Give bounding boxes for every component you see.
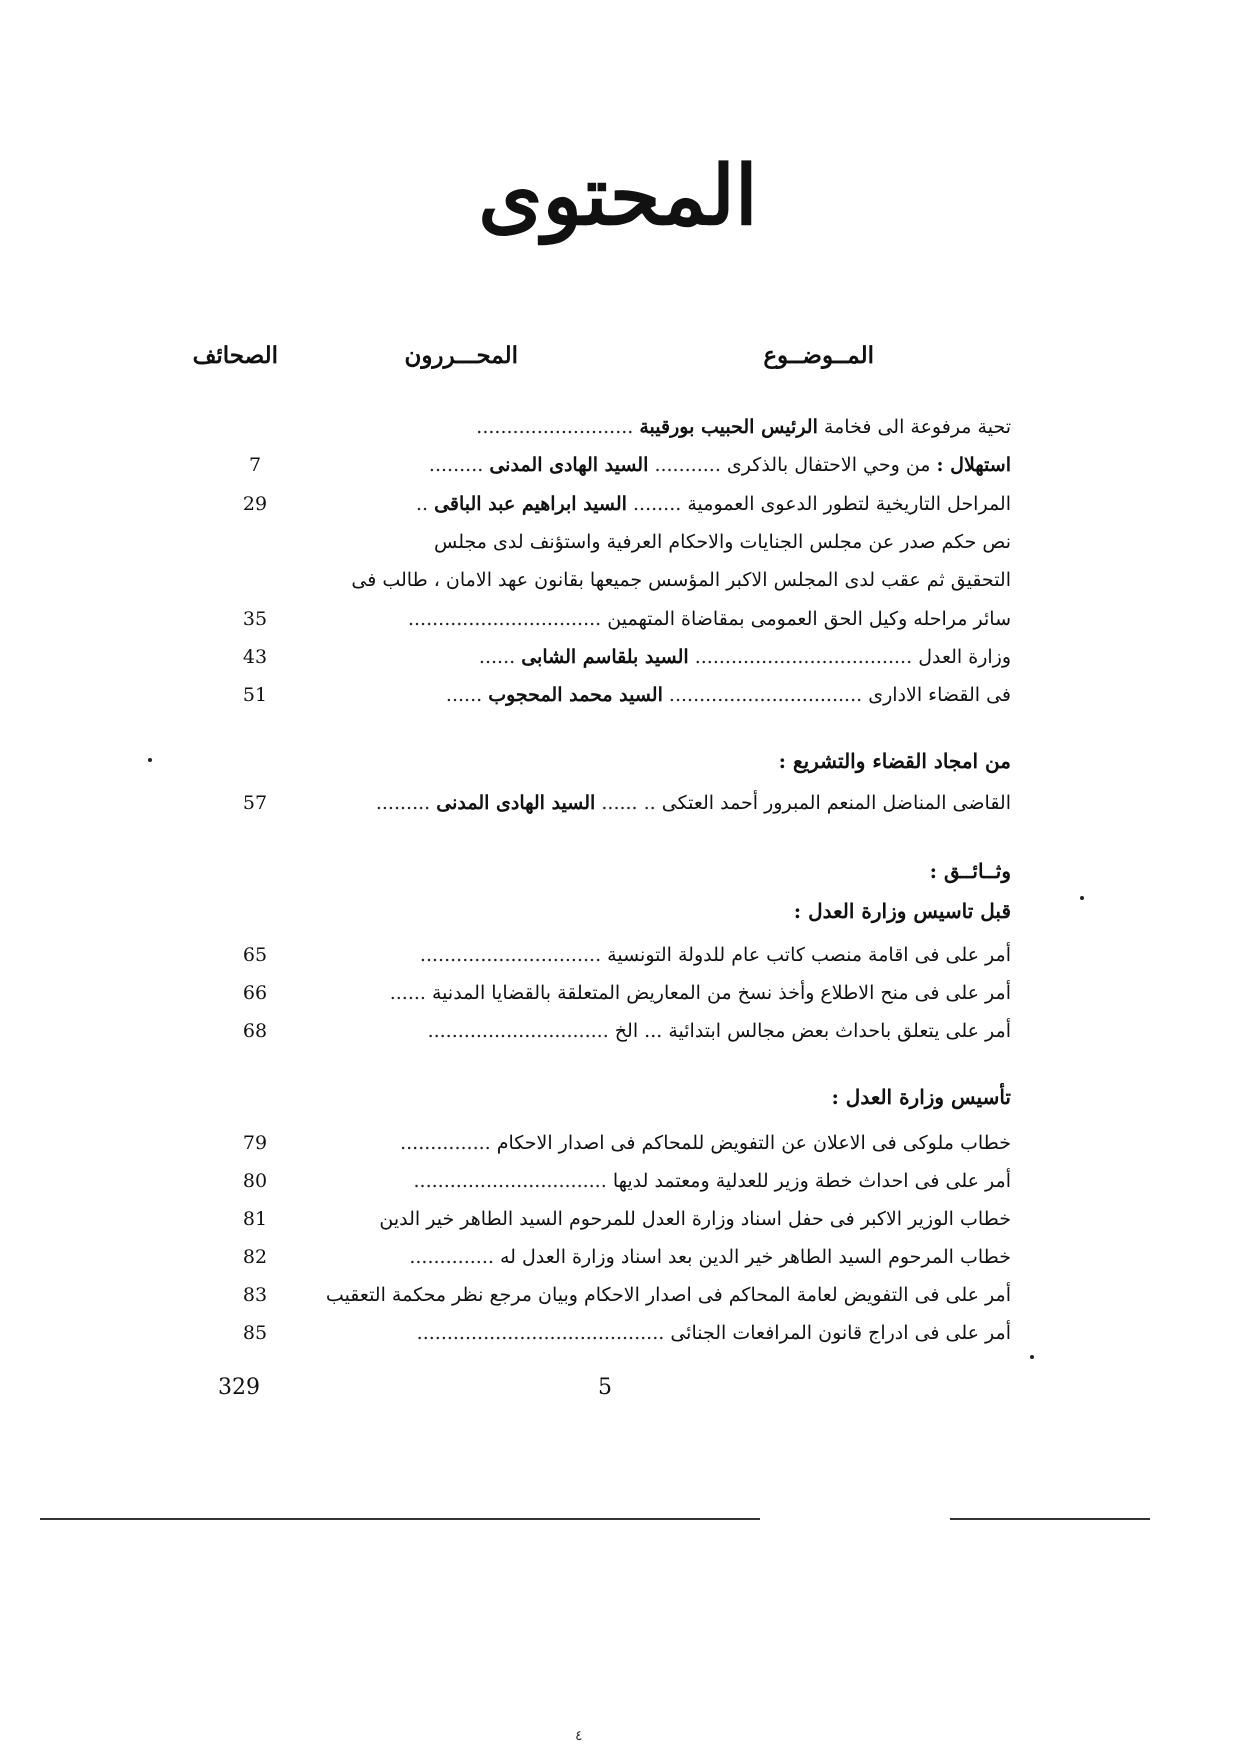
toc-entry — [295, 1128, 1011, 1158]
page-title: المحتوى — [478, 148, 758, 244]
leader-dots: ...... — [478, 646, 516, 668]
leader-dots: .. — [415, 493, 429, 515]
leader-dots: .......................... — [476, 416, 634, 438]
toc-entry-line: نص حكم صدر عن مجلس الجنايات والاحكام العرفية واستؤنف لدى مجلس — [434, 531, 1011, 553]
column-header-subject: المــوضــوع — [763, 342, 874, 369]
leader-dots: ...... — [389, 982, 426, 1004]
entry-title: خطاب ملوكى فى الاعلان عن التفويض للمحاكم فى اصدار الاحكام — [496, 1132, 1011, 1154]
page-number: 81 — [242, 1208, 268, 1230]
entry-title: خطاب المرحوم السيد الطاهر خير الدين بعد اسناد وزارة العدل له — [499, 1246, 1011, 1268]
leader-dots: .................................... — [694, 646, 913, 668]
scan-speck — [1080, 896, 1084, 900]
footer-page-number-center: 5 — [598, 1375, 612, 1400]
leader-dots: ......... — [428, 454, 484, 476]
bottom-mark: ٤ — [575, 1728, 583, 1744]
leader-dots: ........ — [632, 493, 682, 515]
page-number: 85 — [242, 1322, 268, 1344]
toc-entry — [295, 788, 1011, 818]
page-number: 65 — [242, 944, 268, 966]
page-number: 79 — [242, 1132, 268, 1154]
entry-title: أمر على فى منح الاطلاع وأخذ نسخ من المعاريض المتعلقة بالقضايا المدنية — [432, 982, 1011, 1004]
section-heading: تأسيس وزارة العدل : — [831, 1085, 1011, 1109]
entry-author: السيد محمد المحجوب — [488, 684, 663, 706]
scan-speck — [148, 758, 152, 762]
toc-entry — [295, 1242, 1011, 1272]
section-heading: من امجاد القضاء والتشريع : — [778, 749, 1011, 773]
toc-entry — [295, 1280, 1011, 1310]
toc-entry — [295, 1318, 1011, 1348]
page-number: 35 — [242, 608, 268, 630]
leader-dots: ................................ — [668, 684, 863, 706]
footer-rule — [950, 1518, 1150, 1520]
toc-entry — [295, 489, 1011, 519]
page-number: 82 — [242, 1246, 268, 1268]
section-heading: وثــائــق : — [929, 859, 1011, 883]
entry-title: أمر على فى التفويض لعامة المحاكم فى اصدار الاحكام وبيان مرجع نظر محكمة التعقيب — [325, 1284, 1011, 1306]
entry-title: خطاب الوزير الاكبر فى حفل اسناد وزارة العدل للمرحوم السيد الطاهر خير الدين — [379, 1208, 1011, 1230]
entry-author: السيد الهادى المدنى — [489, 454, 649, 476]
toc-entry — [295, 978, 1011, 1008]
leader-dots: ......................................... — [416, 1322, 665, 1344]
leader-dots: ................................ — [413, 1170, 607, 1192]
page-number: 83 — [242, 1284, 268, 1306]
entry-title: أمر على فى اقامة منصب كاتب عام للدولة التونسية — [607, 944, 1011, 966]
toc-entry — [295, 940, 1011, 970]
entry-title: أمر على يتعلق باحداث بعض مجالس ابتدائية ... الخ — [614, 1020, 1011, 1042]
scan-speck — [1030, 1355, 1034, 1359]
leader-dots: .............. — [409, 1246, 494, 1268]
entry-title: سائر مراحله وكيل الحق العمومى بمقاضاة المتهمين — [607, 608, 1011, 630]
entry-author: السيد بلقاسم الشابى — [521, 646, 689, 668]
entry-title: أمر على فى ادراج قانون المرافعات الجنائى — [670, 1322, 1011, 1344]
page-number: 51 — [242, 684, 268, 706]
page-number: 43 — [242, 646, 268, 668]
leader-dots: .............................. — [427, 1020, 609, 1042]
entry-title-bold: الرئيس الحبيب بورقيبة — [639, 416, 818, 438]
entry-title: المراحل التاريخية لتطور الدعوى العمومية — [687, 493, 1011, 515]
toc-entry — [295, 604, 1011, 634]
toc-entry — [295, 1204, 1011, 1234]
entry-title: فى القضاء الادارى — [868, 684, 1011, 706]
entry-title: القاضى المناضل المنعم المبرور أحمد العتكى — [661, 792, 1011, 814]
page-number: 80 — [242, 1170, 268, 1192]
toc-entry-line: التحقيق ثم عقب لدى المجلس الاكبر المؤسس جميعها بقانون عهد الامان ، طالب فى — [351, 569, 1011, 591]
toc-entry — [295, 450, 1011, 480]
leader-dots: ................................ — [407, 608, 602, 630]
entry-author: السيد ابراهيم عبد الباقى — [434, 493, 627, 515]
page-number: 57 — [242, 792, 268, 814]
page-number: 66 — [242, 982, 268, 1004]
leader-dots: ...... — [445, 684, 483, 706]
page-number: 68 — [242, 1020, 268, 1042]
column-header-editors: المحـــررون — [404, 342, 518, 369]
leader-dots: ......... — [375, 792, 431, 814]
entry-title: تحية مرفوعة الى فخامة — [823, 416, 1011, 438]
column-header-pages: الصحائف — [192, 342, 278, 369]
footer-rule — [40, 1518, 760, 1520]
toc-entry — [295, 1016, 1011, 1046]
entry-author: السيد الهادى المدنى — [436, 792, 596, 814]
entry-title: وزارة العدل — [918, 646, 1011, 668]
footer-page-number-left: 329 — [218, 1375, 260, 1400]
section-heading: قبل تاسيس وزارة العدل : — [793, 899, 1011, 923]
entry-title: من وحي الاحتفال بالذكرى — [726, 454, 931, 476]
leader-dots: .............................. — [419, 944, 602, 966]
page-number: 29 — [242, 493, 268, 515]
entry-prefix: استهلال : — [936, 454, 1011, 476]
leader-dots: .. ...... — [601, 792, 656, 814]
toc-entry — [295, 412, 1011, 442]
entry-title: أمر على فى احداث خطة وزير للعدلية ومعتمد لديها — [612, 1170, 1011, 1192]
leader-dots: ............... — [400, 1132, 491, 1154]
page-number: 7 — [248, 454, 262, 476]
leader-dots: ........... — [654, 454, 721, 476]
toc-entry — [295, 680, 1011, 710]
toc-entry — [295, 642, 1011, 672]
toc-entry — [295, 1166, 1011, 1196]
